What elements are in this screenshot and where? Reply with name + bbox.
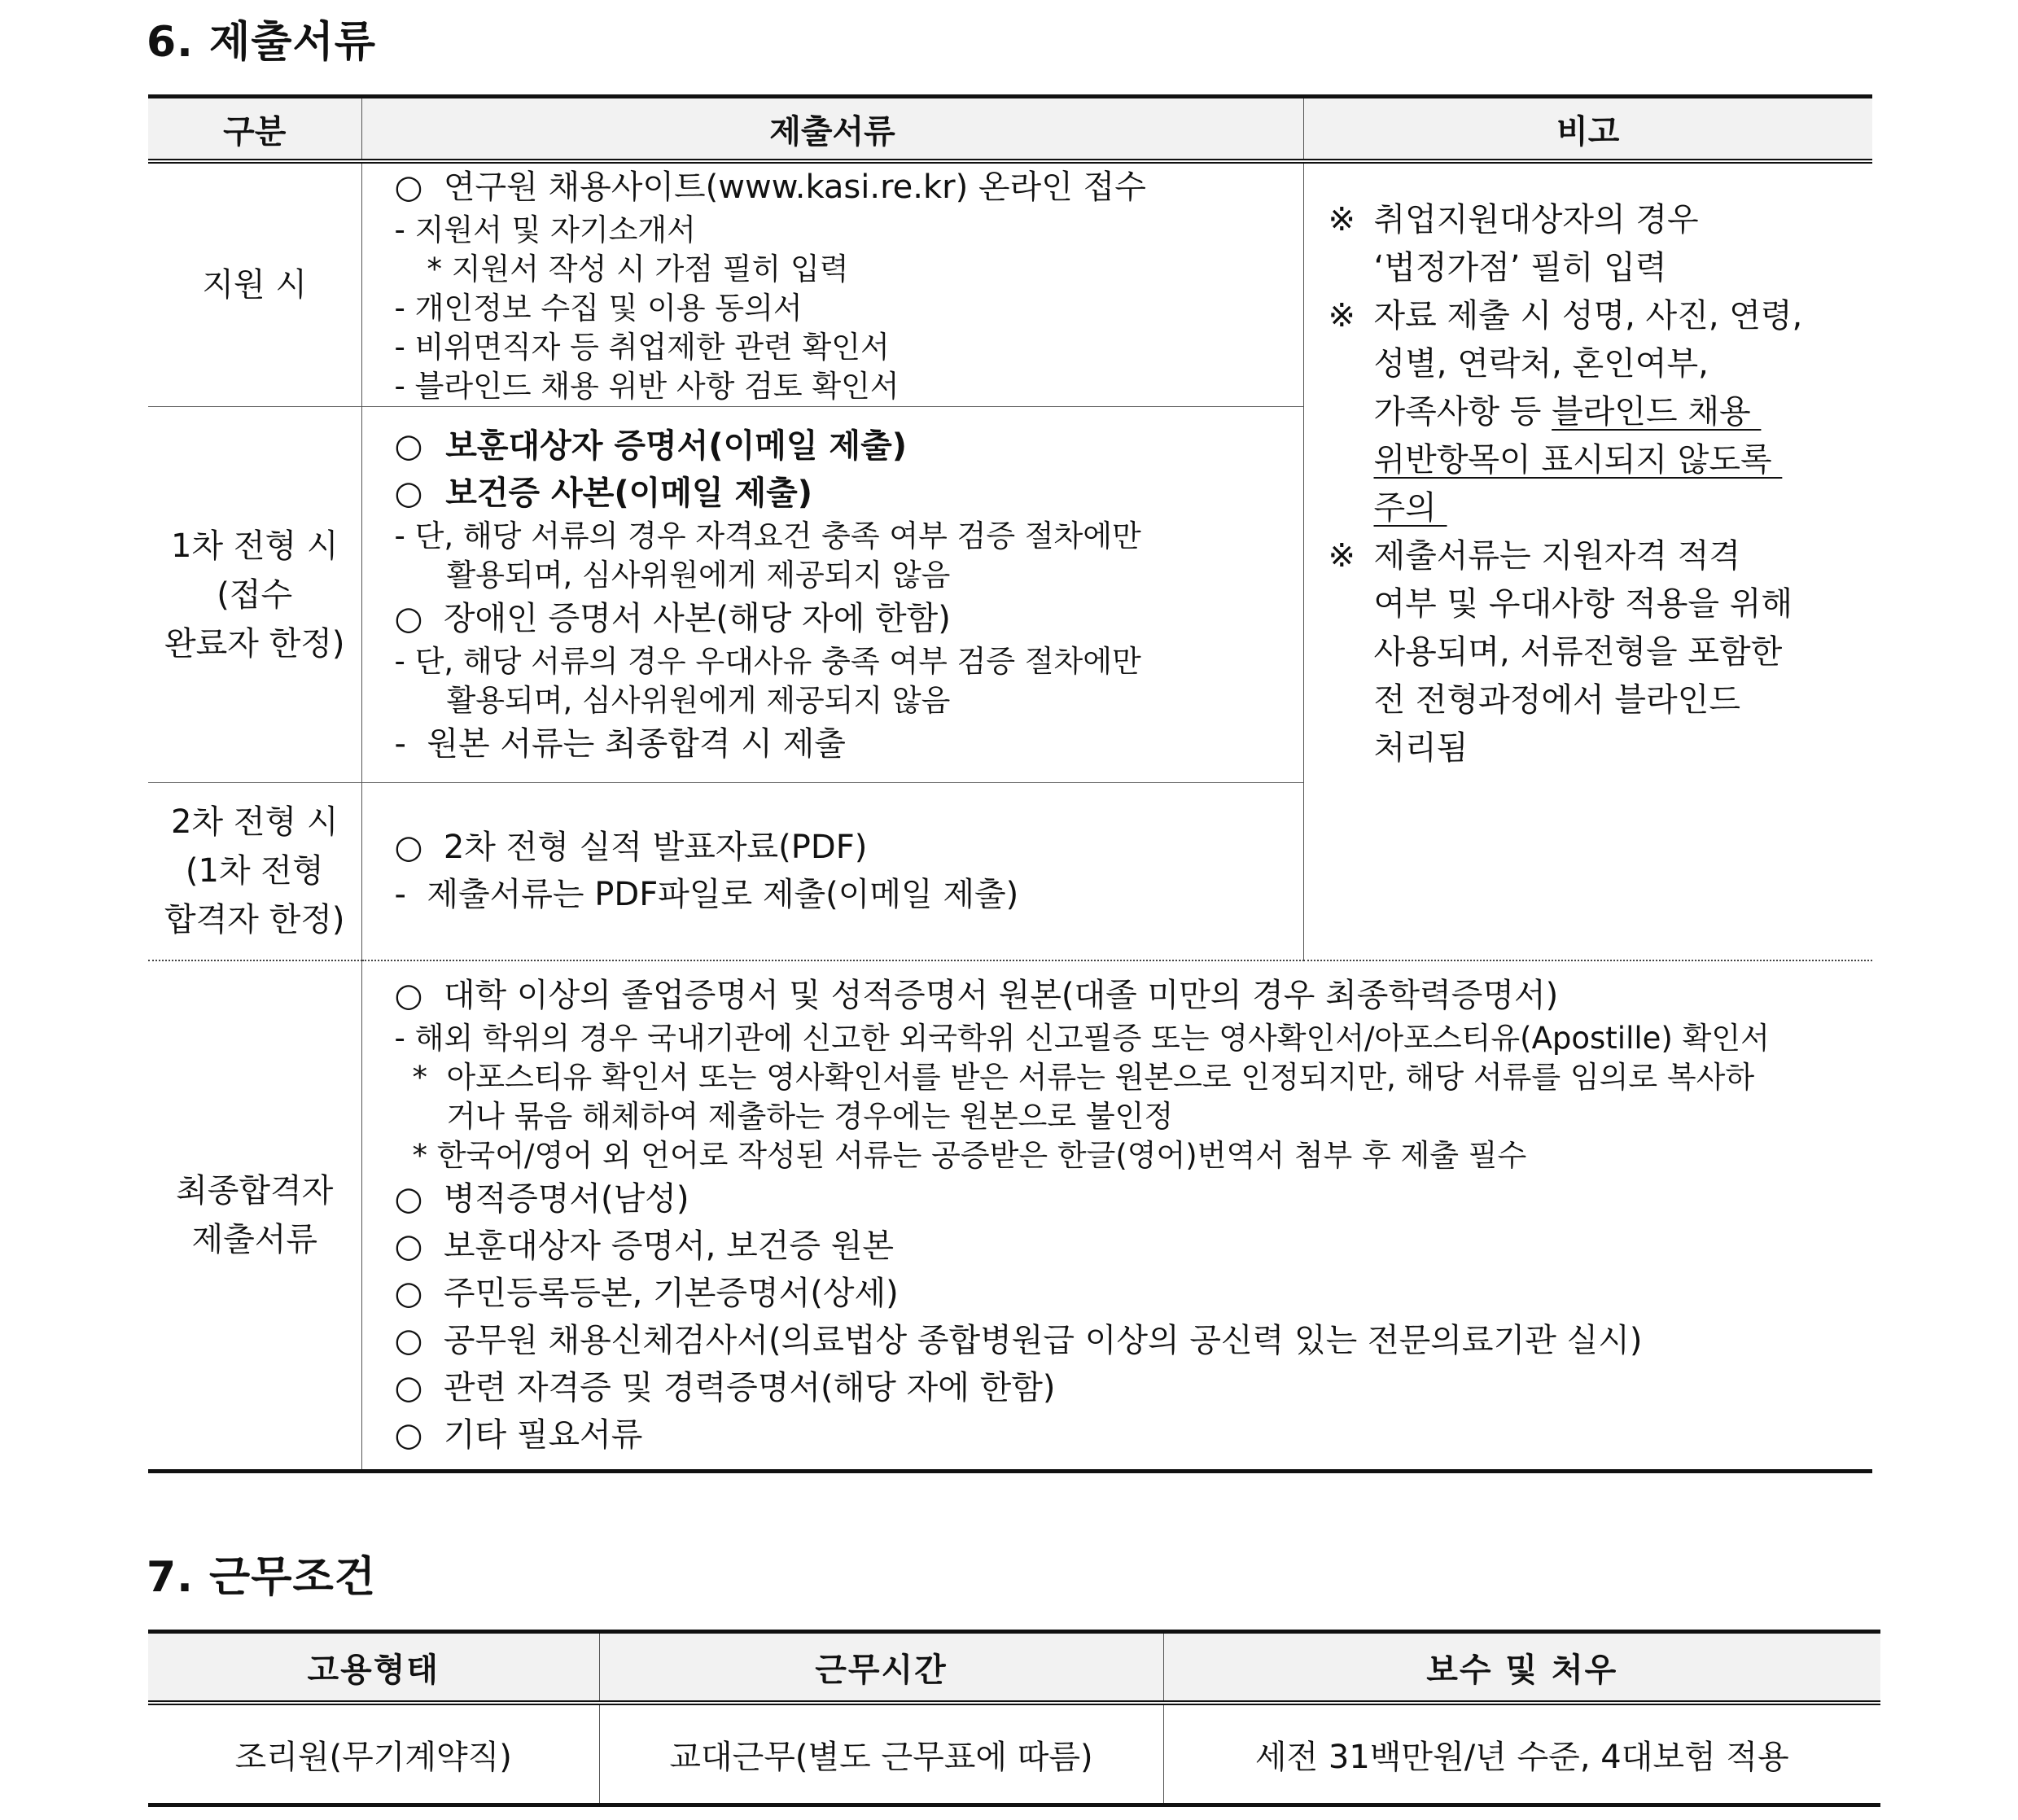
label-line: 합격자 한정) bbox=[164, 901, 345, 939]
content-line: ○ 주민등록등본, 기본증명서(상세) bbox=[394, 1274, 899, 1312]
working-conditions-table bbox=[148, 1630, 1880, 1807]
content-line: ○ 기타 필요서류 bbox=[394, 1415, 643, 1454]
row-content bbox=[361, 960, 1872, 1472]
row-content bbox=[361, 407, 1303, 783]
content-line: ○ 병적증명서(남성) bbox=[394, 1179, 689, 1218]
header-compensation: 보수 및 처우 bbox=[1163, 1632, 1880, 1704]
content-line: - 블라인드 채용 위반 사항 검토 확인서 bbox=[394, 369, 900, 404]
remark-item bbox=[1329, 292, 1865, 532]
remarks-cell bbox=[1303, 161, 1872, 960]
remark-line: 자료 제출 시 성명, 사진, 연령, bbox=[1373, 297, 1803, 335]
row-label bbox=[148, 783, 361, 960]
reference-mark-icon: ※ bbox=[1328, 297, 1356, 335]
underlined-text: 블라인드 채용 bbox=[1552, 393, 1762, 431]
content-line: 거나 묶음 해체하여 제출하는 경우에는 원본으로 불인정 bbox=[446, 1098, 1174, 1134]
header-employment-type: 고용형태 bbox=[148, 1632, 599, 1704]
remark-line: ‘법정가점’ 필히 입력 bbox=[1373, 249, 1667, 287]
remark-line: 전 전형과정에서 블라인드 bbox=[1373, 681, 1740, 719]
reference-mark-icon: ※ bbox=[1328, 537, 1356, 575]
table-row bbox=[148, 1703, 1880, 1805]
content-line: ○ 장애인 증명서 사본(해당 자에 한함) bbox=[394, 599, 951, 637]
label-line: 최종합격자 bbox=[176, 1171, 334, 1210]
section-6-title: 6. 제출서류 bbox=[147, 18, 376, 67]
remark-line: 처리됨 bbox=[1373, 729, 1469, 767]
row-label bbox=[148, 161, 361, 407]
section-7-title: 7. 근무조건 bbox=[147, 1553, 376, 1602]
content-line: ○ 2차 전형 실적 발표자료(PDF) bbox=[394, 829, 868, 867]
content-line: - 비위면직자 등 취업제한 관련 확인서 bbox=[394, 330, 890, 365]
label-line: (1차 전형 bbox=[185, 852, 324, 890]
label-line: 1차 전형 시 bbox=[171, 527, 339, 565]
header-category: 구분 bbox=[148, 97, 361, 162]
content-line: - 제출서류는 PDF파일로 제출(이메일 제출) bbox=[394, 876, 1019, 914]
remark-line: 취업지원대상자의 경우 bbox=[1373, 201, 1699, 238]
header-working-hours: 근무시간 bbox=[599, 1632, 1163, 1704]
label-line: 제출서류 bbox=[191, 1220, 318, 1258]
underlined-text: 주의 bbox=[1373, 489, 1447, 527]
underlined-text: 위반항목이 표시되지 않도록 bbox=[1373, 441, 1783, 479]
content-line: 활용되며, 심사위원에게 제공되지 않음 bbox=[446, 557, 951, 593]
table-row-application bbox=[148, 161, 1872, 407]
content-line: * 한국어/영어 외 언어로 작성된 서류는 공증받은 한글(영어)번역서 첨부 후 제출 필수 bbox=[412, 1137, 1527, 1173]
content-line: 활용되며, 심사위원에게 제공되지 않음 bbox=[446, 682, 951, 718]
table-header-row bbox=[148, 1632, 1880, 1704]
content-line: * 아포스티유 확인서 또는 영사확인서를 받은 서류는 원본으로 인정되지만, 해당 서류를 임의로 복사하 bbox=[412, 1059, 1755, 1095]
remark-line: 사용되며, 서류전형을 포함한 bbox=[1373, 633, 1783, 671]
header-remarks: 비고 bbox=[1303, 97, 1872, 162]
row-content bbox=[361, 783, 1303, 960]
content-line: ○ 대학 이상의 졸업증명서 및 성적증명서 원본(대졸 미만의 경우 최종학력증명서) bbox=[394, 976, 1559, 1014]
employment-type-value: 조리원(무기계약직) bbox=[234, 1738, 512, 1776]
content-line: ○ 보건증 사본(이메일 제출) bbox=[394, 474, 813, 512]
reference-mark-icon: ※ bbox=[1328, 201, 1356, 238]
content-line: - 해외 학위의 경우 국내기관에 신고한 외국학위 신고필증 또는 영사확인서/아포스티유(Apostille) 확인서 bbox=[394, 1020, 1770, 1056]
content-line: ○ 보훈대상자 증명서, 보건증 원본 bbox=[394, 1227, 895, 1265]
compensation-value: 세전 31백만원/년 수준, 4대보험 적용 bbox=[1163, 1703, 1880, 1805]
label-line: 2차 전형 시 bbox=[171, 803, 339, 842]
submission-documents-table bbox=[148, 94, 1872, 1473]
content-line: - 단, 해당 서류의 경우 자격요건 충족 여부 검증 절차에만 bbox=[394, 518, 1141, 553]
remark-line: 제출서류는 지원자격 적격 bbox=[1373, 537, 1740, 575]
content-line: ○ 관련 자격증 및 경력증명서(해당 자에 한함) bbox=[394, 1368, 1056, 1407]
content-line: - 지원서 및 자기소개서 bbox=[394, 212, 696, 247]
remark-line: 여부 및 우대사항 적용을 위해 bbox=[1373, 585, 1793, 623]
remark-line: 성별, 연락처, 혼인여부, bbox=[1373, 345, 1709, 383]
remark-line: 가족사항 등 bbox=[1373, 393, 1552, 431]
content-line: ○ 연구원 채용사이트(www.kasi.re.kr) 온라인 접수 bbox=[394, 168, 1146, 206]
row-label bbox=[148, 407, 361, 783]
content-line: * 지원서 작성 시 가점 필히 입력 bbox=[427, 252, 849, 287]
remark-item bbox=[1329, 196, 1865, 292]
header-documents: 제출서류 bbox=[361, 97, 1303, 162]
table-row-final bbox=[148, 960, 1872, 1472]
remark-item bbox=[1329, 532, 1865, 772]
table-header-row bbox=[148, 97, 1872, 162]
label-line: 지원 시 bbox=[202, 266, 308, 304]
content-line: - 원본 서류는 최종합격 시 제출 bbox=[394, 724, 846, 763]
working-hours-value: 교대근무(별도 근무표에 따름) bbox=[599, 1703, 1163, 1805]
content-line: - 개인정보 수집 및 이용 동의서 bbox=[394, 291, 803, 326]
row-content bbox=[361, 161, 1303, 407]
label-line: (접수 bbox=[217, 575, 293, 614]
label-line: 완료자 한정) bbox=[164, 624, 345, 663]
content-line: ○ 공무원 채용신체검사서(의료법상 종합병원급 이상의 공신력 있는 전문의료기관 실시) bbox=[394, 1321, 1643, 1359]
row-label bbox=[148, 960, 361, 1472]
content-line: ○ 보훈대상자 증명서(이메일 제출) bbox=[394, 427, 907, 465]
content-line: - 단, 해당 서류의 경우 우대사유 충족 여부 검증 절차에만 bbox=[394, 643, 1141, 679]
